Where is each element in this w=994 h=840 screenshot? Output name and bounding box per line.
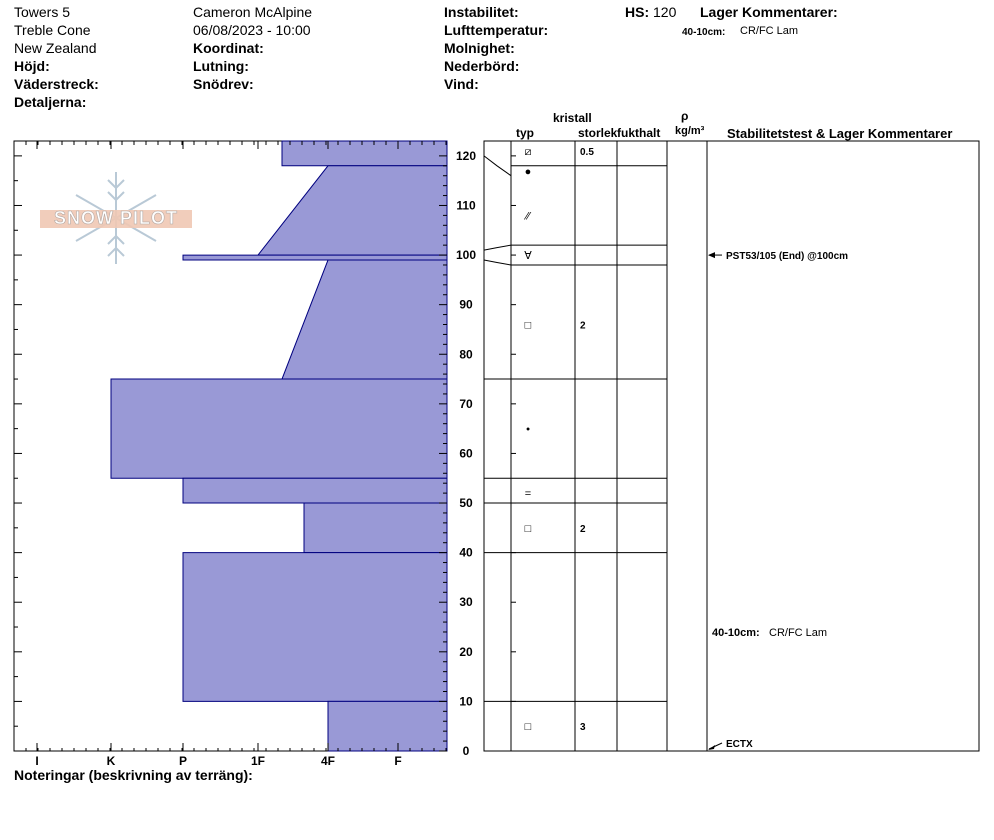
depth-label-40: 40 [459, 545, 473, 560]
notes-label: Noteringar (beskrivning av terräng): [14, 767, 253, 783]
depth-label-0: 0 [462, 744, 470, 758]
drift-label: Snödrev: [193, 76, 254, 92]
col-stability: Stabilitetstest & Lager Kommentarer [727, 126, 953, 141]
grain-type-5: • [526, 423, 530, 436]
slope-label: Lutning: [193, 58, 249, 74]
depth-label-50: 50 [459, 496, 473, 511]
details-label: Detaljerna: [14, 94, 87, 110]
depth-label-120: 120 [455, 148, 477, 163]
header-comment-text: CR/FC Lam [740, 25, 799, 37]
grain-type-2: ⁄⁄ [526, 210, 530, 223]
hardness-label-I: I [35, 754, 39, 768]
col-typ: typ [516, 126, 534, 140]
profile-table-frame [484, 141, 979, 751]
depth-label-110: 110 [456, 198, 476, 213]
grain-type-4: □ [524, 319, 532, 332]
depth-label-80: 80 [459, 347, 473, 362]
test-arrowhead-1 [708, 745, 715, 750]
hardness-layer-2 [183, 255, 447, 260]
stability-test-0: PST53/105 (End) @100cm [726, 251, 849, 263]
grain-size-0: 0.5 [580, 146, 594, 158]
hardness-layer-5 [183, 478, 447, 503]
coordinate-label: Koordinat: [193, 40, 264, 56]
layer-comments-label: Lager Kommentarer: [700, 4, 838, 20]
depth-label-20: 20 [459, 644, 473, 659]
col-density-unit: kg/m³ [675, 125, 705, 137]
precip-label: Nederbörd: [444, 58, 520, 74]
hardness-label-K: K [106, 754, 116, 768]
depth-label-30: 30 [459, 595, 473, 610]
layer-connector [484, 156, 511, 176]
col-storlek: storlek [578, 126, 618, 140]
hardness-layer-6 [304, 503, 447, 553]
hs-label: HS: [625, 4, 650, 20]
test-arrowhead-0 [708, 252, 715, 258]
country-name: New Zealand [14, 40, 97, 56]
location-name: Towers 5 [14, 4, 71, 20]
header-comment-range: 40-10cm: [682, 27, 726, 38]
stability-test-1: ECTX [726, 739, 753, 750]
hardness-label-F: F [394, 754, 402, 768]
observation-datetime: 06/08/2023 - 10:00 [193, 22, 311, 38]
aspect-label: Väderstreck: [14, 76, 99, 92]
hardness-label-4F: 4F [320, 754, 336, 768]
grain-type-0: ⧄ [524, 145, 532, 158]
grain-type-1: ● [524, 165, 532, 178]
grain-size-7: 2 [580, 523, 586, 535]
area-name: Treble Cone [14, 22, 91, 38]
layer-connector [484, 245, 511, 250]
depth-label-100: 100 [455, 248, 477, 263]
hardness-label-1F: 1F [250, 754, 266, 768]
depth-label-60: 60 [459, 446, 473, 461]
depth-label-90: 90 [459, 297, 473, 312]
air-temp-label: Lufttemperatur: [444, 22, 549, 38]
hardness-layer-8 [328, 701, 447, 751]
wind-label: Vind: [444, 76, 479, 92]
layer-comment-text-0: CR/FC Lam [769, 626, 828, 639]
hardness-layer-3 [282, 260, 447, 379]
grain-type-3: ∀ [524, 250, 532, 263]
height-label: Höjd: [14, 58, 50, 74]
col-rho: ρ [681, 109, 689, 123]
hardness-layer-1 [258, 166, 447, 255]
grain-type-8: □ [524, 721, 532, 734]
hardness-layer-4 [111, 379, 447, 478]
cloud-label: Molnighet: [444, 40, 515, 56]
col-kristall: kristall [553, 111, 592, 125]
snowpilot-logo-text: SNOW PILOT [54, 208, 178, 228]
grain-type-7: □ [524, 522, 532, 535]
depth-label-10: 10 [459, 694, 473, 709]
grain-size-8: 3 [580, 722, 586, 734]
hs-value: 120 [653, 4, 677, 20]
grain-size-4: 2 [580, 320, 586, 332]
hardness-layer-7 [183, 553, 447, 702]
observer-name: Cameron McAlpine [193, 4, 313, 20]
hardness-label-P: P [178, 754, 188, 768]
grain-type-6: = [524, 488, 532, 501]
instability-label: Instabilitet: [444, 4, 519, 20]
col-fukthalt: fukthalt [617, 126, 661, 140]
layer-comment-range-0: 40-10cm: [712, 626, 760, 639]
layer-connector [484, 260, 511, 265]
depth-label-70: 70 [459, 396, 473, 411]
